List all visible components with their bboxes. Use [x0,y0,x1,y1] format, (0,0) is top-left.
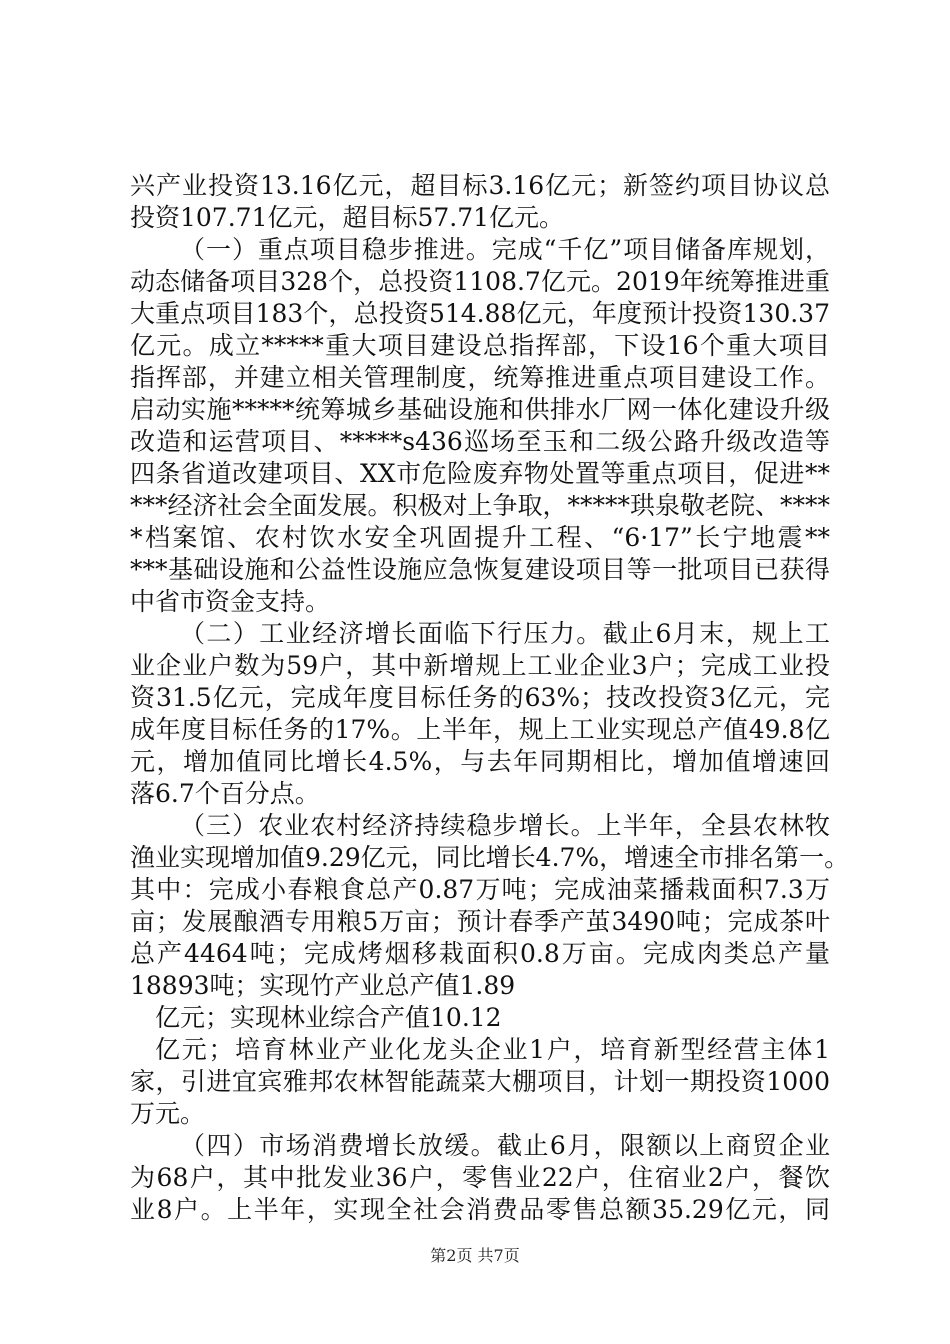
document-body [130,170,850,1226]
text-line: 总产4464吨；完成烤烟移栽面积0.8万亩。完成肉类总产量 [130,939,830,968]
text-line: 18893吨；实现竹产业总产值1.89 [130,971,516,1000]
text-line: （三）农业农村经济持续稳步增长。上半年，全县农林牧 [180,811,830,840]
text-line: 业8户。上半年，实现全社会消费品零售总额35.29亿元，同 [130,1195,830,1224]
text-line: 亿元；实现林业综合产值10.12 [155,1003,502,1032]
text-line: 四条省道改建项目、XX市危险废弃物处置等重点项目，促进** [130,459,830,488]
text-line: 亩；发展酿酒专用粮5万亩；预计春季产茧3490吨；完成茶叶 [130,907,830,936]
text-line: 渔业实现增加值9.29亿元，同比增长4.7%，增速全市排名第一。 [130,843,850,872]
text-line: ***基础设施和公益性设施应急恢复建设项目等一批项目已获得 [130,555,830,584]
text-line: 亿元；培育林业产业化龙头企业1户，培育新型经营主体1 [155,1035,830,1064]
text-line: 启动实施*****统筹城乡基础设施和供排水厂网一体化建设升级 [130,395,830,424]
text-line: 亿元。成立*****重大项目建设总指挥部，下设16个重大项目 [130,331,830,360]
text-line: 家，引进宜宾雅邦农林智能蔬菜大棚项目，计划一期投资1000 [130,1067,830,1096]
text-line: 业企业户数为59户，其中新增规上工业企业3户；完成工业投 [130,651,830,680]
text-line: （一）重点项目稳步推进。完成“千亿”项目储备库规划， [180,235,830,264]
text-line: 指挥部，并建立相关管理制度，统筹推进重点项目建设工作。 [130,363,830,392]
text-line: 为68户，其中批发业36户，零售业22户，住宿业2户，餐饮 [130,1163,830,1192]
text-line: 中省市资金支持。 [130,587,331,616]
text-line: 资31.5亿元，完成年度目标任务的63%；技改投资3亿元，完 [130,683,830,712]
text-line: 其中：完成小春粮食总产0.87万吨；完成油菜播栽面积7.3万 [130,875,830,904]
text-line: ***经济社会全面发展。积极对上争取，*****珙泉敬老院、**** [130,491,831,520]
text-line: （四）市场消费增长放缓。截止6月，限额以上商贸企业 [180,1131,830,1160]
text-line: 动态储备项目328个，总投资1108.7亿元。2019年统筹推进重 [130,267,830,296]
text-line: 兴产业投资13.16亿元，超目标3.16亿元；新签约项目协议总 [130,171,830,200]
text-line: 大重点项目183个，总投资514.88亿元，年度预计投资130.37 [130,299,830,328]
text-line: 落6.7个百分点。 [130,779,320,808]
text-line: 万元。 [130,1099,206,1128]
text-line: 投资107.71亿元，超目标57.71亿元。 [130,203,565,232]
text-line: （二）工业经济增长面临下行压力。截止6月末，规上工 [180,619,830,648]
text-line: 成年度目标任务的17%。上半年，规上工业实现总产值49.8亿 [130,715,830,744]
text-line: 改造和运营项目、*****s436巡场至玉和二级公路升级改造等 [130,427,830,456]
text-line: *档案馆、农村饮水安全巩固提升工程、“6·17”长宁地震** [130,523,830,552]
text-line: 元，增加值同比增长4.5%，与去年同期相比，增加值增速回 [130,747,830,776]
page-footer: 第2页 共7页 [430,1246,520,1265]
